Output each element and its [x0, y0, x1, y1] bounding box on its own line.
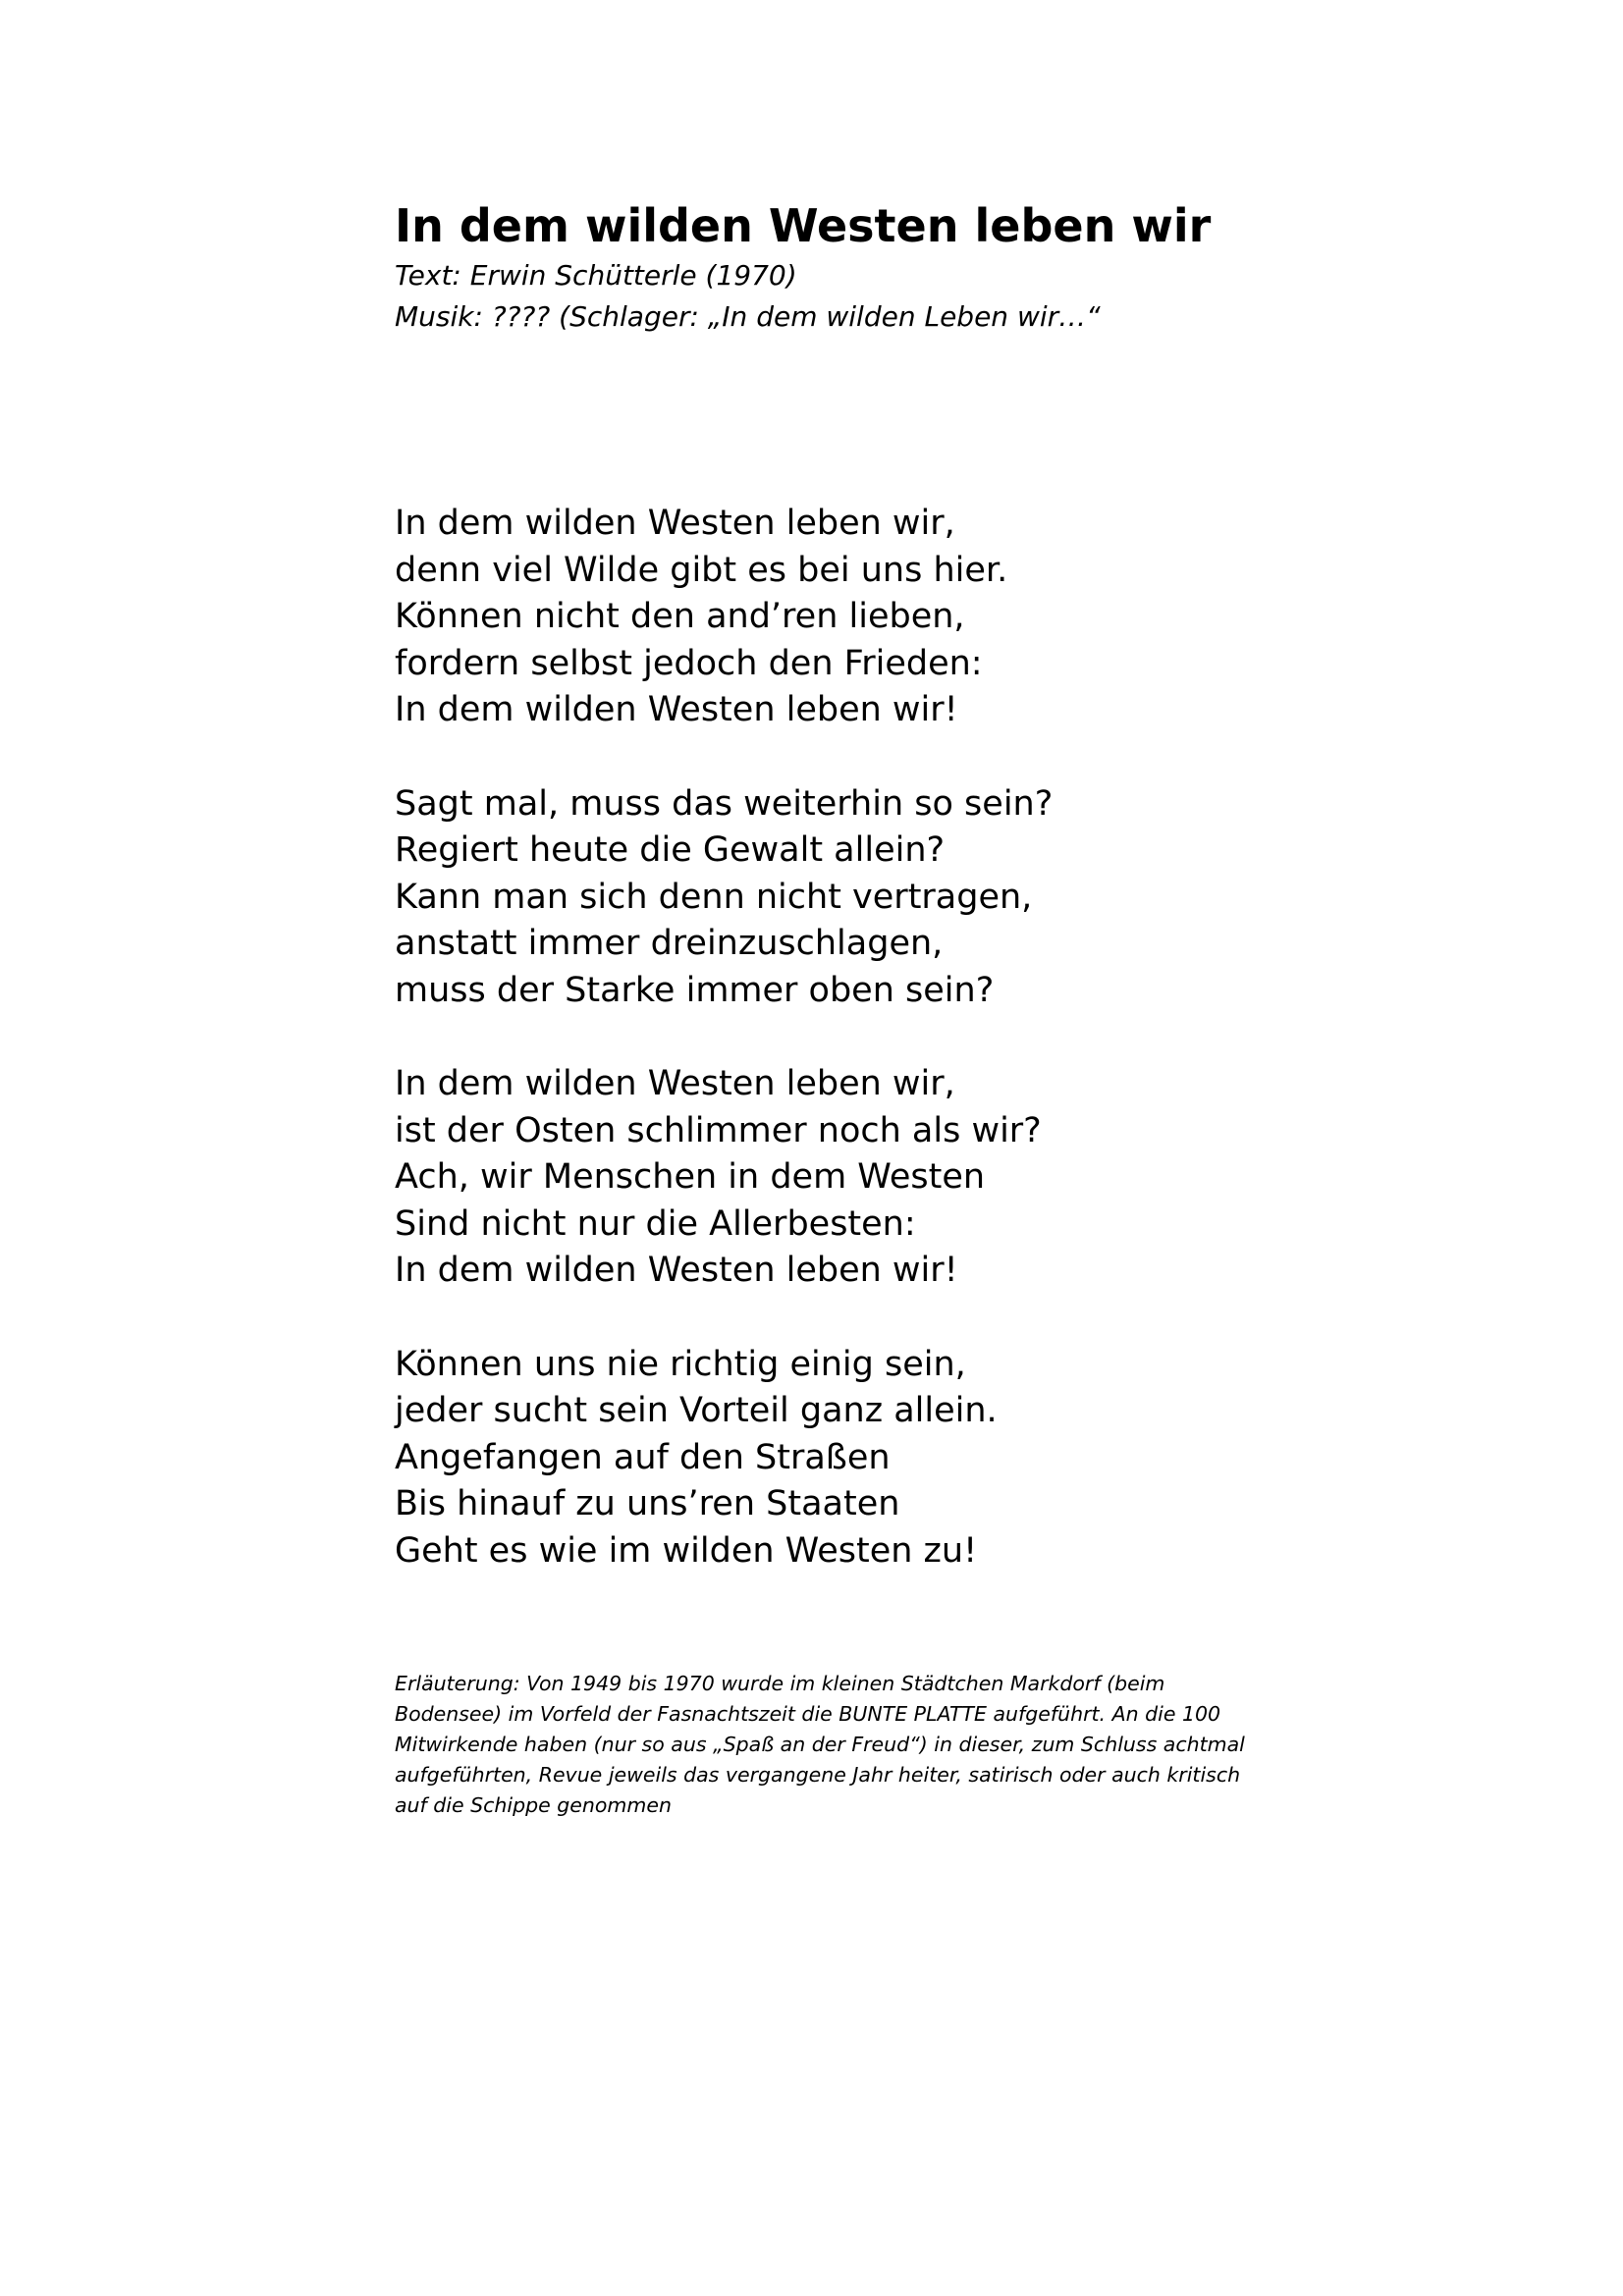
- lyric-line: denn viel Wilde gibt es bei uns hier.: [395, 550, 1008, 590]
- stanza-4: [395, 1342, 1278, 1575]
- lyric-line: Geht es wie im wilden Westen zu!: [395, 1530, 978, 1571]
- lyric-line: ist der Osten schlimmer noch als wir?: [395, 1110, 1042, 1150]
- lyric-line: Können nicht den and’ren lieben,: [395, 597, 965, 636]
- lyric-line: Können uns nie richtig einig sein,: [395, 1344, 966, 1384]
- stanza-1: [395, 501, 1278, 734]
- lyric-line: In dem wilden Westen leben wir!: [395, 1251, 958, 1290]
- lyric-line: Bis hinauf zu uns’ren Staaten: [395, 1484, 900, 1523]
- lyric-line: jeder sucht sein Vorteil ganz allein.: [395, 1391, 998, 1430]
- lyric-line: Angefangen auf den Straßen: [395, 1437, 891, 1477]
- stanza-3: [395, 1061, 1278, 1295]
- music-credit: Musik: ???? (Schlager: „In dem wilden Leben wir…“: [395, 300, 1101, 333]
- lyric-line: In dem wilden Westen leben wir,: [395, 1064, 955, 1103]
- lyric-line: Sind nicht nur die Allerbesten:: [395, 1203, 916, 1244]
- lyric-line: fordern selbst jedoch den Frieden:: [395, 643, 983, 683]
- lyric-line: anstatt immer dreinzuschlagen,: [395, 924, 944, 963]
- explanation-note: [395, 1669, 1259, 1821]
- explanation-text: Erläuterung: Von 1949 bis 1970 wurde im kleinen Städtchen Markdorf (beim Bodensee) im Vorfeld der Fasnachtszeit die BUNTE PLATTE aufgeführt. An die 100 Mitwirkende haben (nur so aus „Spaß an der Freud“) in dieser, zum Schluss achtmal aufgeführten, Revue jeweils das vergangene Jahr heiter, satirisch oder auch kritisch auf die Schippe genommen: [395, 1672, 1245, 1817]
- lyric-line: muss der Starke immer oben sein?: [395, 970, 995, 1010]
- lyric-line: Ach, wir Menschen in dem Westen: [395, 1157, 986, 1197]
- song-title: In dem wilden Westen leben wir: [395, 199, 1212, 252]
- lyric-line: Sagt mal, muss das weiterhin so sein?: [395, 783, 1054, 824]
- lyric-line: In dem wilden Westen leben wir,: [395, 504, 955, 543]
- lyric-line: Kann man sich denn nicht vertragen,: [395, 877, 1033, 917]
- song-lyrics: [395, 501, 1278, 1622]
- stanza-2: [395, 781, 1278, 1015]
- text-credit: Text: Erwin Schütterle (1970): [395, 259, 797, 292]
- lyric-line: In dem wilden Westen leben wir!: [395, 690, 958, 729]
- header-block: [395, 196, 1278, 338]
- lyric-line: Regiert heute die Gewalt allein?: [395, 830, 946, 870]
